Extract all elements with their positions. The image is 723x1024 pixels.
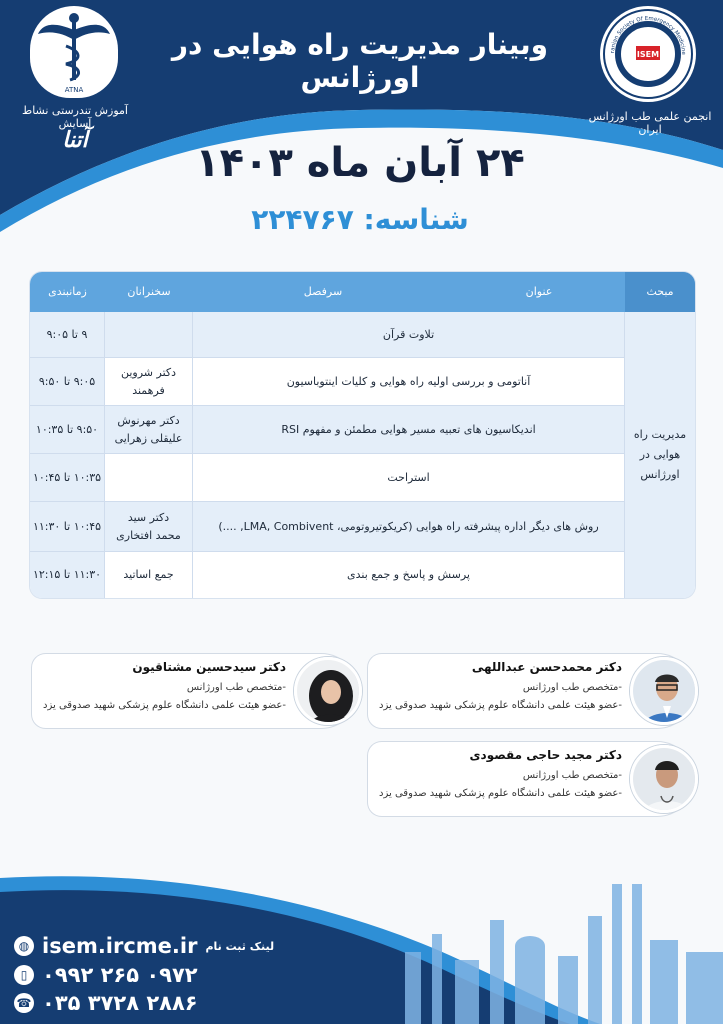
header-section: مبحث (625, 272, 695, 312)
speaker-card (368, 742, 694, 816)
section-cell: مدیریت راه هوایی در اورژانس (625, 312, 695, 598)
speaker-affiliation: -عضو هیئت علمی دانشگاه علوم پزشکی شهید صدوقی یزد (379, 788, 622, 799)
speaker-name: دکتر محمدحسن عبداللهی (471, 660, 622, 674)
row-time: ۱۰:۴۵ تا ۱۱:۳۰ (30, 502, 105, 552)
atna-name: آتنا (62, 128, 88, 153)
row-speaker (105, 454, 193, 502)
event-id: شناسه: ۲۲۴۷۶۷ (251, 203, 469, 236)
speaker-card (368, 654, 694, 728)
isem-logo (600, 6, 696, 102)
speaker-specialty: -متخصص طب اورژانس (186, 682, 286, 693)
mobile-icon: ▯ (14, 965, 34, 985)
speaker-name: دکتر مجید حاجی مقصودی (469, 748, 622, 762)
website-link[interactable]: isem.ircme.ir (42, 934, 198, 958)
row-topic: استراحت (193, 454, 625, 502)
speaker-photo (630, 745, 698, 813)
speaker-card (32, 654, 358, 728)
row-speaker: دکتر سید محمد افتخاری (105, 502, 193, 552)
header-title: عنوان (525, 285, 553, 298)
speaker-affiliation: -عضو هیئت علمی دانشگاه علوم پزشکی شهید صدوقی یزد (379, 700, 622, 711)
isem-emblem-icon (600, 6, 696, 102)
globe-icon: ◍ (14, 936, 34, 956)
phone-number[interactable]: ۰۳۵ ۳۷۲۸ ۲۸۸۶ (42, 991, 198, 1015)
speaker-specialty: -متخصص طب اورژانس (522, 770, 622, 781)
isem-caption: انجمن علمی طب اورژانس ایران (588, 110, 712, 136)
row-speaker (105, 312, 193, 358)
speaker-photo (630, 657, 698, 725)
row-speaker: دکتر مهرنوش علیقلی زهرایی (105, 406, 193, 454)
row-time: ۱۱:۳۰ تا ۱۲:۱۵ (30, 552, 105, 598)
row-time: ۹ تا ۹:۰۵ (30, 312, 105, 358)
mobile-row (14, 963, 198, 987)
row-time: ۱۰:۳۵ تا ۱۰:۴۵ (30, 454, 105, 502)
speaker-affiliation: -عضو هیئت علمی دانشگاه علوم پزشکی شهید صدوقی یزد (43, 700, 286, 711)
row-topic: پرسش و پاسخ و جمع بندی (193, 552, 625, 598)
website-row (14, 934, 274, 958)
svg-text:Iranian Society Of Emergency M: ranian Society Of Emergency Medicine (609, 15, 687, 55)
header-time: زمانبندی (48, 285, 87, 298)
speaker-photo (294, 657, 362, 725)
phone-row (14, 991, 198, 1015)
atna-logo (30, 6, 118, 98)
table-header (30, 272, 695, 312)
row-time: ۹:۰۵ تا ۹:۵۰ (30, 358, 105, 406)
row-speaker: جمع اساتید (105, 552, 193, 598)
header-speakers: سخنرانان (127, 285, 171, 298)
mobile-number[interactable]: ۰۹۹۲ ۲۶۵ ۰۹۷۲ (42, 963, 198, 987)
speaker-specialty: -متخصص طب اورژانس (522, 682, 622, 693)
svg-text:ATNA: ATNA (64, 86, 84, 94)
event-date: ۲۴ آبان ماه ۱۴۰۳ (195, 140, 525, 186)
register-label: لینک ثبت نام (205, 939, 275, 953)
caduceus-icon (30, 6, 118, 98)
row-topic: اندیکاسیون های تعبیه مسیر هوایی مطمئن و مفهوم RSI (193, 406, 625, 454)
header-topic: سرفصل (303, 285, 343, 298)
schedule-table (30, 272, 695, 598)
row-topic: آناتومی و بررسی اولیه راه هوایی و کلیات اینتوباسیون (193, 358, 625, 406)
atna-caption: آموزش تندرستی نشاط آسایش (22, 104, 128, 130)
svg-text:ISEM: ISEM (636, 50, 660, 59)
row-time: ۹:۵۰ تا ۱۰:۳۵ (30, 406, 105, 454)
phone-icon: ☎ (14, 993, 34, 1013)
row-topic: تلاوت قرآن (193, 312, 625, 358)
row-speaker: دکتر شروین فرهمند (105, 358, 193, 406)
speaker-name: دکتر سیدحسین مشتاقیون (132, 660, 286, 674)
banner-title: وبینار مدیریت راه هوایی در اورژانس (171, 28, 549, 94)
row-topic: روش های دیگر اداره پیشرفته راه هوایی (کریکوتیروتومی، LMA, Combivent, ....) (193, 502, 625, 552)
